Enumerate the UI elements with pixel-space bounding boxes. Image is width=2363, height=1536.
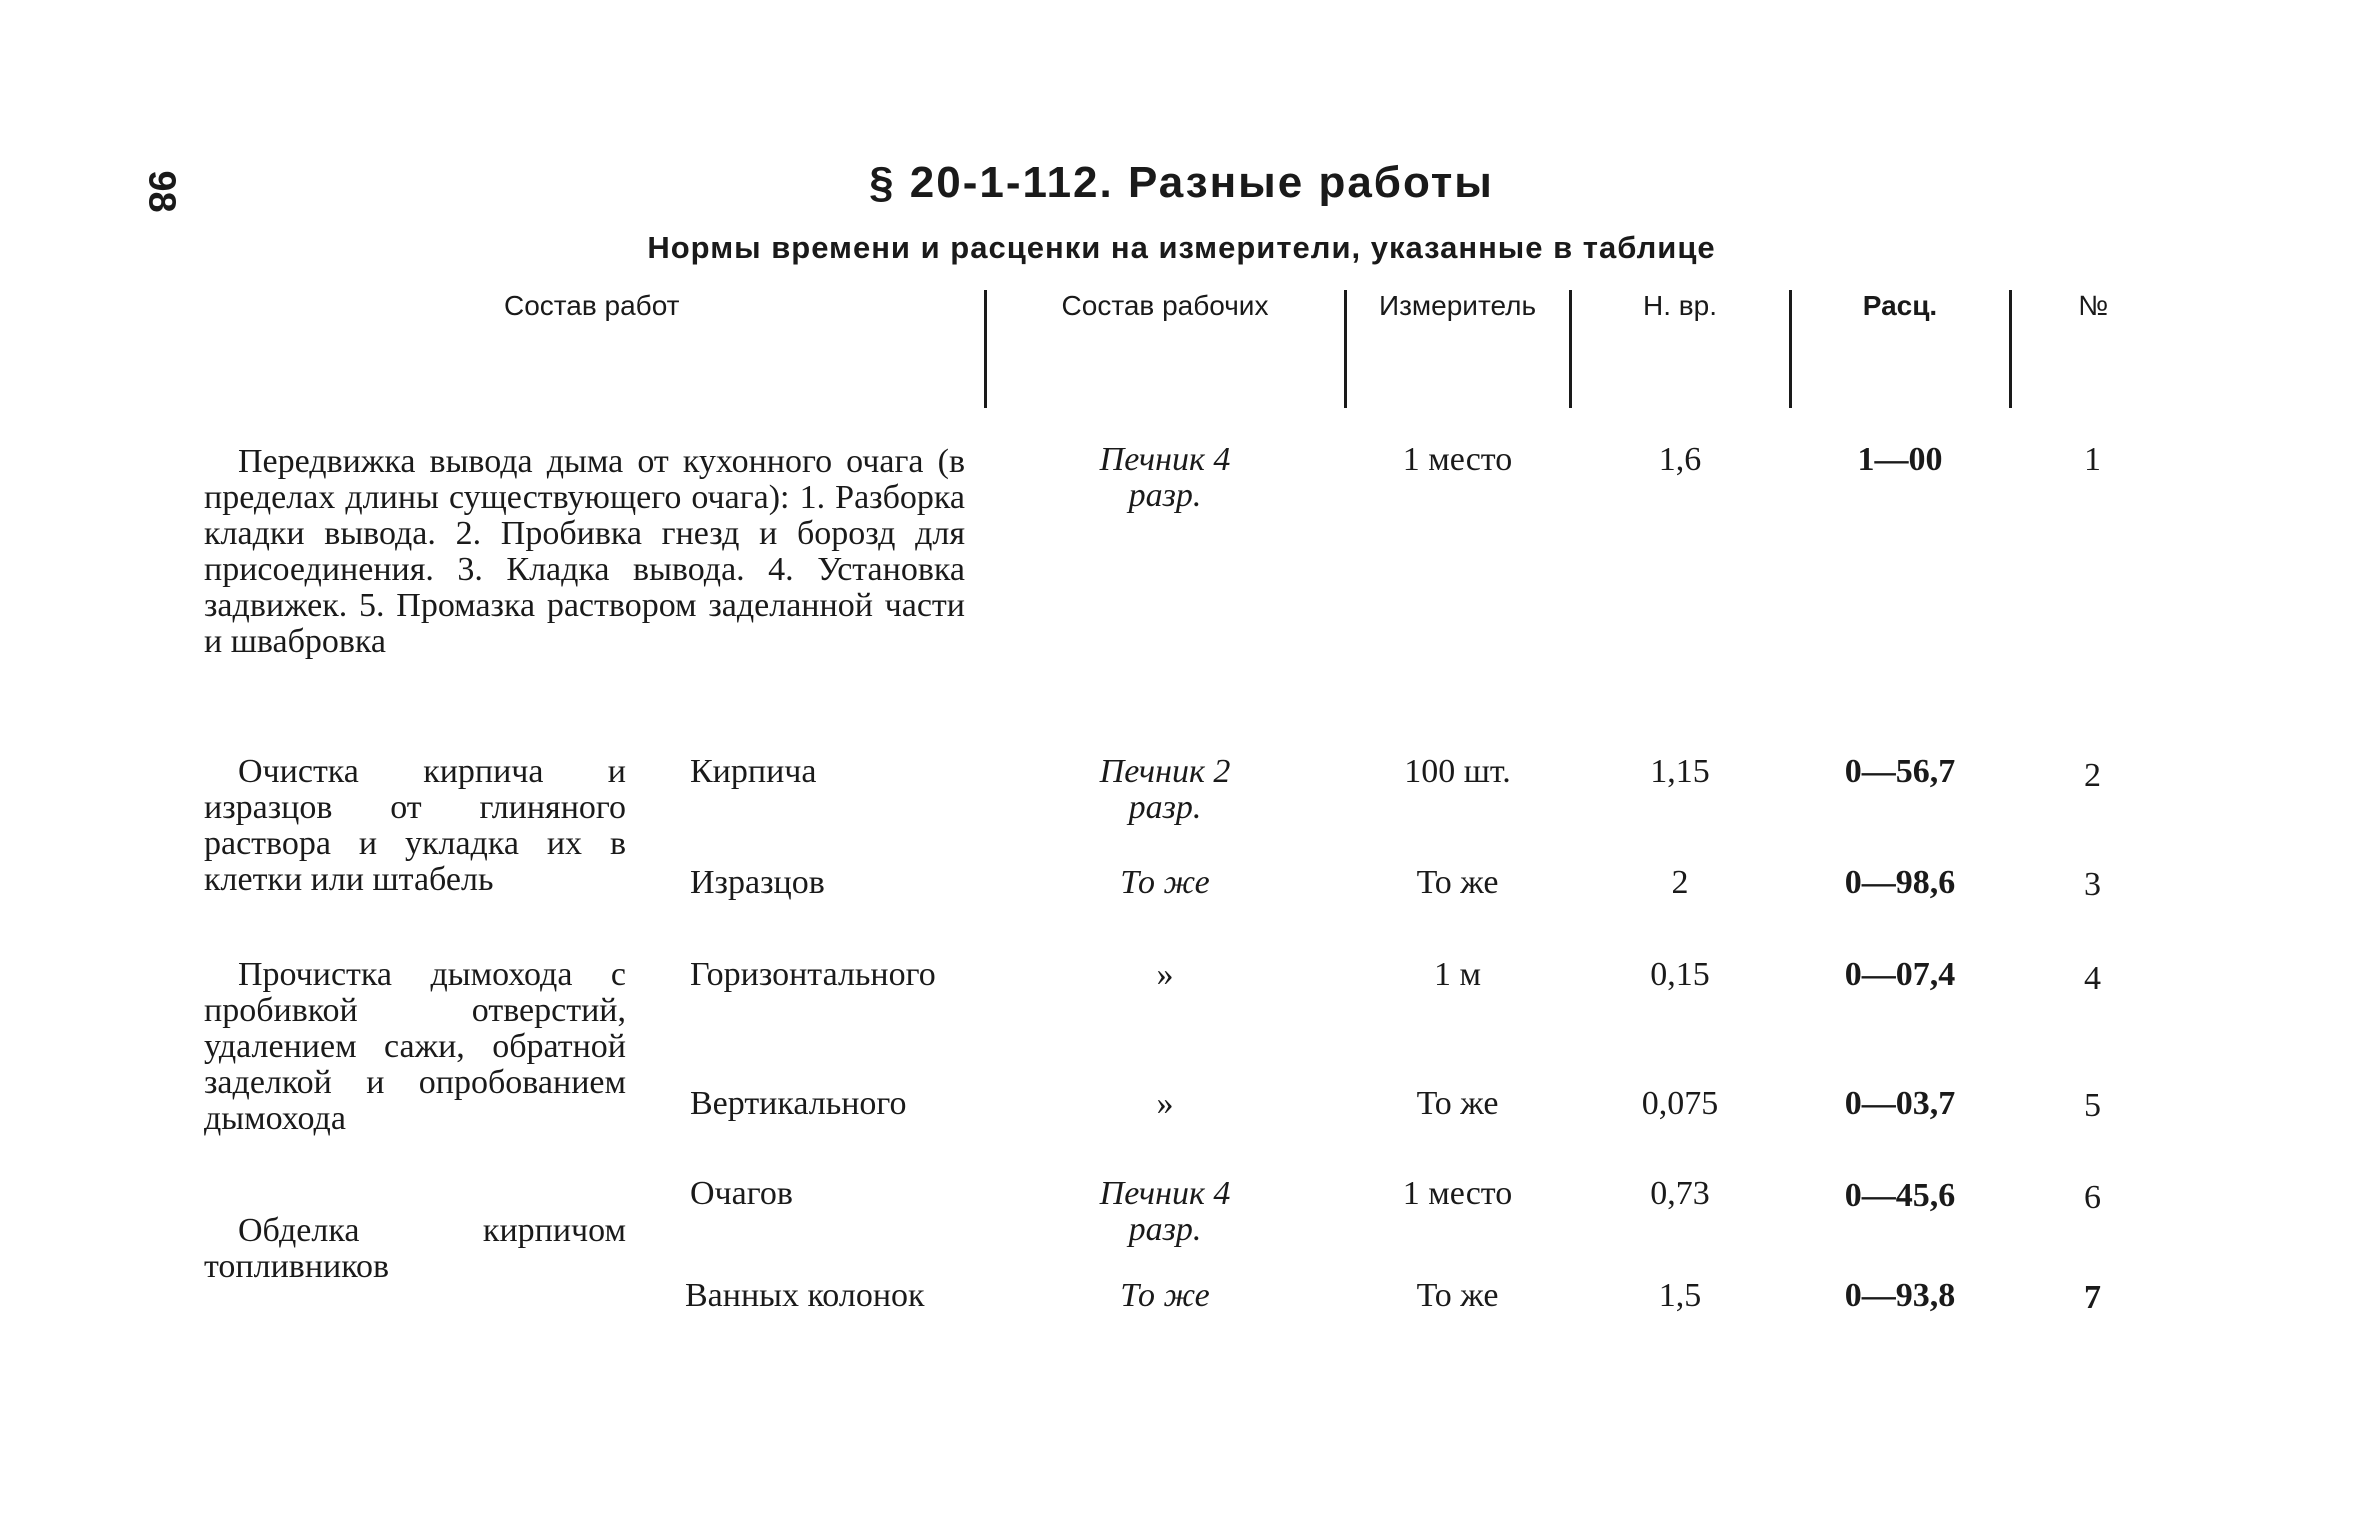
crew-cell (985, 941, 1345, 1056)
num-text: 7 (2084, 1279, 2101, 1316)
num-cell (2010, 738, 2175, 843)
rate-text: 0—98,6 (1844, 864, 1956, 901)
rate-cell (1790, 1056, 2010, 1166)
crew-text: То же (1120, 1277, 1210, 1314)
section-title: § 20-1-112. Разные работы (869, 158, 1494, 207)
unit-text: То же (1416, 864, 1499, 901)
unit-text: То же (1416, 1085, 1499, 1122)
time-text: 0,73 (1650, 1175, 1710, 1212)
work-text: Очистка кирпича и изразцов от глиняного раствора и укладка их в клетки или штабель (204, 753, 626, 898)
time-cell (1570, 1056, 1790, 1166)
num-text: 3 (2084, 866, 2101, 903)
time-text: 1,15 (1650, 753, 1710, 790)
rate-cell (1790, 1166, 2010, 1270)
unit-cell (1345, 1166, 1570, 1270)
rate-cell (1790, 408, 2010, 738)
table-row (200, 738, 2175, 843)
rate-cell (1790, 1270, 2010, 1342)
subitem-cell (640, 1166, 985, 1270)
crew-text: Печник 4 разр. (1099, 1175, 1231, 1248)
num-text: 4 (2084, 960, 2101, 997)
unit-cell (1345, 843, 1570, 941)
subitem-text: Изразцов (690, 864, 825, 901)
rate-text: 0—45,6 (1844, 1177, 1956, 1214)
num-cell (2010, 941, 2175, 1056)
crew-text: Печник 4 разр. (1099, 441, 1231, 514)
table-header (200, 290, 2175, 408)
rate-cell (1790, 941, 2010, 1056)
crew-cell (985, 843, 1345, 941)
page-number: 98 (140, 170, 183, 213)
table-row (200, 941, 2175, 1056)
header-time: Н. вр. (1570, 290, 1790, 408)
rate-text: 0—07,4 (1844, 956, 1956, 993)
time-cell (1570, 1166, 1790, 1270)
time-cell (1570, 941, 1790, 1056)
num-cell (2010, 843, 2175, 941)
work-text: Передвижка вывода дыма от кухонного очага (в пределах длины существующего очага): 1. Разборка кладки вывода. 2. Пробивка гнезд и борозд для присоединения. 3. Кладка вывода. 4. Установка задвижек. 5. Промазка раствором заделанной части и швабровка (204, 443, 965, 660)
unit-text: 1 место (1402, 1175, 1513, 1212)
rate-text: 0—56,7 (1844, 753, 1956, 790)
subitem-cell (640, 843, 985, 941)
work-text: Прочистка дымохода с пробивкой отверстий, удалением сажи, обратной заделкой и опробованием дымохода (204, 956, 626, 1137)
unit-text: 1 место (1402, 441, 1513, 478)
header-work: Состав работ (504, 290, 680, 321)
num-cell (2010, 1166, 2175, 1270)
crew-text: То же (1120, 864, 1210, 901)
unit-text: 100 шт. (1404, 753, 1511, 790)
table-subtitle: Нормы времени и расценки на измерители, указанные в таблице (647, 230, 1716, 265)
time-text: 1,5 (1658, 1277, 1702, 1314)
time-text: 0,15 (1650, 956, 1710, 993)
subitem-text: Ванных колонок (685, 1277, 925, 1314)
num-text: 5 (2084, 1087, 2101, 1124)
num-cell (2010, 1270, 2175, 1342)
header-unit: Измеритель (1345, 290, 1570, 408)
unit-cell (1345, 408, 1570, 738)
rate-cell (1790, 738, 2010, 843)
num-text: 2 (2084, 757, 2101, 794)
crew-cell (985, 1056, 1345, 1166)
rate-text: 1—00 (1857, 441, 1943, 478)
time-text: 0,075 (1641, 1085, 1719, 1122)
work-description (200, 408, 985, 738)
unit-cell (1345, 941, 1570, 1056)
crew-cell (985, 738, 1345, 843)
time-text: 1,6 (1658, 441, 1702, 478)
norms-table (200, 290, 2175, 1342)
work-description (200, 941, 640, 1166)
subitem-text: Вертикального (690, 1085, 907, 1122)
time-cell (1570, 738, 1790, 843)
time-cell (1570, 408, 1790, 738)
num-cell (2010, 1056, 2175, 1166)
crew-text: » (1156, 956, 1174, 993)
work-description (200, 738, 640, 941)
crew-text: » (1156, 1085, 1174, 1122)
subitem-text: Кирпича (690, 753, 817, 790)
unit-cell (1345, 1270, 1570, 1342)
subitem-text: Горизонтального (690, 956, 936, 993)
subitem-cell (640, 1056, 985, 1166)
unit-cell (1345, 738, 1570, 843)
subitem-text: Очагов (690, 1175, 793, 1212)
table-row (200, 408, 2175, 738)
time-text: 2 (1671, 864, 1689, 901)
num-text: 1 (2084, 441, 2101, 478)
crew-cell (985, 1166, 1345, 1270)
rate-text: 0—03,7 (1844, 1085, 1956, 1122)
unit-text: 1 м (1433, 956, 1481, 993)
unit-text: То же (1416, 1277, 1499, 1314)
work-text: Обделка кирпичом топливников (204, 1212, 626, 1285)
rate-cell (1790, 843, 2010, 941)
crew-cell (985, 1270, 1345, 1342)
header-crew: Состав рабочих (985, 290, 1345, 408)
table-row (200, 1166, 2175, 1270)
rate-text: 0—93,8 (1844, 1277, 1956, 1314)
header-num: № (2010, 290, 2175, 408)
subitem-cell (640, 738, 985, 843)
crew-cell (985, 408, 1345, 738)
num-cell (2010, 408, 2175, 738)
crew-text: Печник 2 разр. (1099, 753, 1231, 826)
num-text: 6 (2084, 1179, 2101, 1216)
header-rate: Расц. (1790, 290, 2010, 408)
time-cell (1570, 843, 1790, 941)
work-description (200, 1166, 640, 1342)
time-cell (1570, 1270, 1790, 1342)
subitem-cell (640, 1270, 985, 1342)
unit-cell (1345, 1056, 1570, 1166)
subitem-cell (640, 941, 985, 1056)
